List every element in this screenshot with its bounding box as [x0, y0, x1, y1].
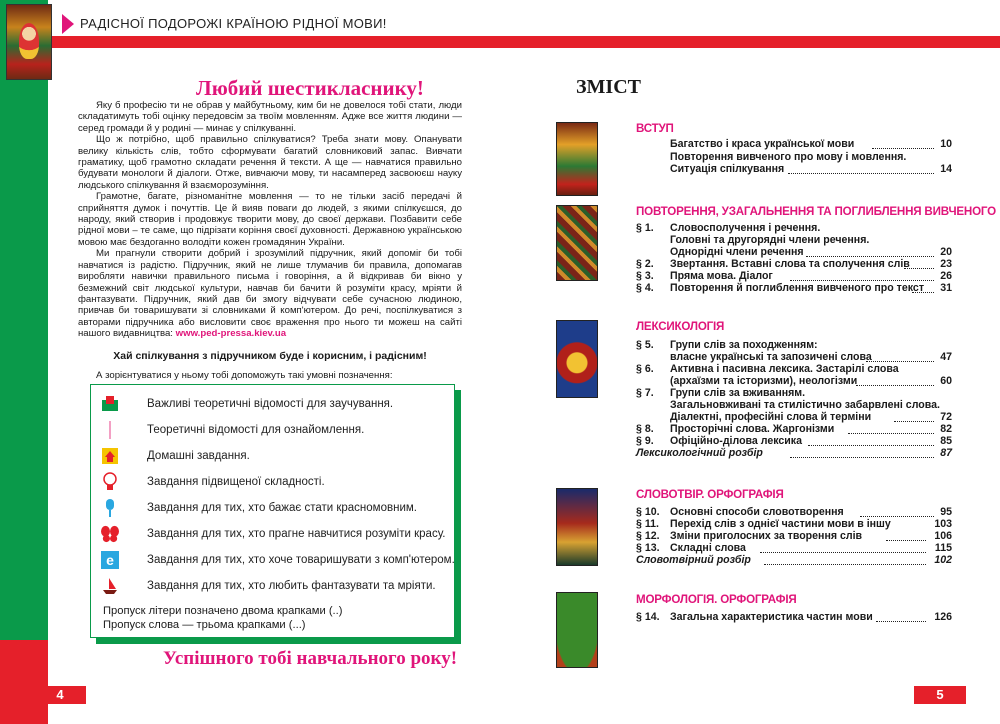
toc-entry-title: (архаїзми та історизми), неологізми: [670, 375, 858, 387]
toc-entry-number: § 14.: [636, 611, 660, 623]
toc-entry-number: § 9.: [636, 435, 654, 447]
lightbulb-icon: [101, 472, 119, 492]
toc-section-heading: ВСТУП: [636, 122, 674, 135]
legend-text: Завдання для тих, хто бажає стати красномовним.: [147, 502, 417, 514]
toc-page-number: 87: [940, 447, 952, 459]
section-painting: [556, 488, 598, 566]
toc-section-heading: ПОВТОРЕННЯ, УЗАГАЛЬНЕННЯ ТА ПОГЛИБЛЕННЯ ВИВЧЕНОГО: [636, 205, 996, 218]
toc-section-heading: ЛЕКСИКОЛОГІЯ: [636, 320, 725, 333]
toc-page-number: 106: [934, 530, 952, 542]
toc-entry-number: § 11.: [636, 518, 659, 530]
toc-leader: [894, 421, 934, 422]
section-painting: [556, 592, 598, 668]
toc-entry-number: § 2.: [636, 258, 654, 270]
section-painting: [556, 320, 598, 398]
left-red-band: [0, 640, 48, 724]
svg-text:e: e: [106, 552, 114, 568]
toc-leader: [848, 433, 934, 434]
toc-entry-title: Повторення вивченого про мову і мовлення.: [670, 151, 907, 163]
page-number-left: 4: [34, 686, 86, 704]
toc-entry-title: Групи слів за вживанням.: [670, 387, 806, 399]
toc-entry-title: Перехід слів з однієї частини мови в іншу: [670, 518, 891, 530]
intro-paragraph: Що ж потрібно, щоб правильно спілкуватися? Треба знати мову. Опанувати велику кількість слів, тобто сформувати багатий словниковий запас. Вивчати граматику, щоб грамотно складати речення й тексти. А ще — навчатися правильно будувати монологи й діалоги. Отже, вивчаючи мову, ти насамперед засвоюєш науку людського спілкування й взаєморозуміння.: [78, 134, 462, 191]
legend-row: [91, 523, 454, 545]
toc-page-number: 60: [940, 375, 952, 387]
header-triangle-icon: [62, 14, 74, 34]
computer-icon: [101, 550, 119, 570]
intro-paragraph: [78, 248, 462, 339]
toc-leader: [760, 552, 926, 553]
toc-page-number: 126: [934, 611, 952, 623]
toc-entry-title: Загальновживані та стилістично забарвлені слова.: [670, 399, 940, 411]
toc-leader: [876, 621, 926, 622]
legend-text: Домашні завдання.: [147, 450, 250, 462]
legend-text: Теоретичні відомості для ознайомлення.: [147, 424, 365, 436]
toc-entry-title: Загальна характеристика частин мови: [670, 611, 873, 623]
intro-paragraph: Грамотне, багате, різноманітне мовлення — то не тільки засіб передачі й сприйняття думок і почуттів. Це й вияв поваги до людей, з якими спілкуєшся, до народу, який створив і продовжує творити мову, до своєї держави. Позбавити себе рідної мови – те саме, що підрізати коріння своєї духовності. Державною українською мовою має бездоганно володіти кожен громадянин України.: [78, 191, 462, 248]
toc-leader: [806, 256, 934, 257]
left-green-band: [0, 0, 48, 724]
toc-page-number: 103: [934, 518, 952, 530]
toc-entry-title: Звертання. Вставні слова та сполучення слів: [670, 258, 910, 270]
legend-row: [91, 393, 454, 415]
toc-entry-title: Складні слова: [670, 542, 746, 554]
legend-text: Завдання для тих, хто хоче товаришувати з комп'ютером.: [147, 554, 455, 566]
toc-entry-title: Головні та другорядні члени речення.: [670, 234, 870, 246]
toc-leader: [764, 564, 926, 565]
microphone-icon: [101, 498, 119, 518]
toc-entry-number: § 8.: [636, 423, 654, 435]
intro-text: [78, 100, 462, 340]
toc-leader: [860, 516, 934, 517]
toc-leader: [904, 268, 934, 269]
toc-entry-number: § 6.: [636, 363, 654, 375]
toc-leader: [912, 292, 934, 293]
toc-entry-title: Багатство і краса української мови: [670, 138, 855, 150]
toc-entry-number: § 1.: [636, 222, 654, 234]
legend-row: [91, 419, 454, 441]
toc-leader: [886, 540, 926, 541]
toc-page-number: 95: [940, 506, 952, 518]
toc-section-heading: МОРФОЛОГІЯ. ОРФОГРАФІЯ: [636, 593, 797, 606]
toc-leader: [788, 173, 934, 174]
intro-paragraph-text: Ми прагнули створити добрий і зрозумілий підручник, який допоміг би тобі навчатися із радістю. Підручник, який не лише тлумачив би правила, допомагав виробляти навички правильного письма і говоріння, а й відкривав би вікно у безмежний світ людської культури, навчав би бачити й розуміти красу, мріяти й фантазувати. Підручник, який дав би змогу відчувати себе сучасною людиною, привчав би товаришувати зі словниками й комп'ютером. До речі, поспілкуватися з авторами підручника або висловити своє враження про нього ти можеш на сайті нашого видавництва:: [78, 248, 462, 340]
toc-title: ЗМІСТ: [576, 76, 641, 98]
toc-entry-number: § 13.: [636, 542, 660, 554]
section-painting: [556, 122, 598, 196]
toc-page-number: 20: [940, 246, 952, 258]
toc-entry-title: Повторення й поглиблення вивченого про текст: [670, 282, 925, 294]
publisher-site-link[interactable]: www.ped-pressa.kiev.ua: [175, 328, 287, 340]
toc-page-number: 47: [940, 351, 952, 363]
toc-entry-title: Основні способи словотворення: [670, 506, 844, 518]
toc-leader: [866, 361, 934, 362]
toc-page-number: 85: [940, 435, 952, 447]
legend-text: Завдання підвищеної складності.: [147, 476, 325, 488]
toc-entry-title: Однорідні члени речення: [670, 246, 804, 258]
legend-intro: А зорієнтуватися у ньому тобі допоможуть такі умовні позначення:: [96, 370, 393, 381]
toc-page-number: 72: [940, 411, 952, 423]
toc-entry-title: Пряма мова. Діалог: [670, 270, 773, 282]
legend-text: Завдання для тих, хто любить фантазувати та мріяти.: [147, 580, 436, 592]
toc-entry-number: § 7.: [636, 387, 654, 399]
toc-entry-title: Офіційно-ділова лексика: [670, 435, 802, 447]
header-painting: [6, 4, 52, 80]
toc-entry-title: Ситуація спілкування: [670, 163, 785, 175]
toc-page-number: 102: [934, 554, 952, 566]
legend-row: [91, 471, 454, 493]
ship-icon: [101, 576, 119, 596]
motto: Хай спілкування з підручником буде і корисним, і радісним!: [113, 350, 427, 362]
toc-entry-title: Зміни приголосних за творення слів: [670, 530, 863, 542]
toc-page-number: 26: [940, 270, 952, 282]
intro-paragraph: Яку б професію ти не обрав у майбутньому, ким би не довелося тобі стати, люди складатимуть тобі оцінку передовсім за твоїм мовленням. Адже все життя людини — серед громади й у родині — минає у спілкуванні.: [78, 100, 462, 134]
legend-row: [91, 497, 454, 519]
legend-note: Пропуск літери позначено двома крапками (..): [103, 605, 343, 617]
toc-leader: [856, 385, 934, 386]
toc-entry-title: Активна і пасивна лексика. Застарілі слова: [670, 363, 899, 375]
section-painting: [556, 205, 598, 281]
toc-leader: [872, 148, 934, 149]
legend-row: [91, 549, 454, 571]
toc-entry-title: Групи слів за походженням:: [670, 339, 818, 351]
toc-entry-title: власне українські та запозичені слова: [670, 351, 872, 363]
toc-entry-title: Лексикологічний розбір: [636, 447, 763, 459]
toc-page-number: 23: [940, 258, 952, 270]
toc-leader: [790, 457, 934, 458]
legend-text: Завдання для тих, хто прагне навчитися розуміти красу.: [147, 528, 446, 540]
page-number-right: 5: [914, 686, 966, 704]
toc-page-number: 31: [940, 282, 952, 294]
legend-box: [90, 384, 455, 638]
toc-entry-number: § 10.: [636, 506, 660, 518]
header-title: РАДІСНОЇ ПОДОРОЖІ КРАЇНОЮ РІДНОЇ МОВИ!: [80, 16, 387, 31]
toc-page-number: 82: [940, 423, 952, 435]
header-red-band: [48, 36, 1000, 48]
bookmark-icon: [101, 420, 119, 440]
butterfly-icon: [101, 524, 119, 544]
toc-entry-number: § 12.: [636, 530, 660, 542]
legend-note: Пропуск слова — трьома крапками (...): [103, 619, 306, 631]
toc-entry-number: § 3.: [636, 270, 654, 282]
toc-entry-title: Словотвірний розбір: [636, 554, 751, 566]
toc-page-number: 10: [940, 138, 952, 150]
wish-text: Успішного тобі навчального року!: [162, 648, 458, 669]
legend-text: Важливі теоретичні відомості для заучування.: [147, 398, 394, 410]
toc-leader: [790, 280, 934, 281]
toc-entry-number: § 5.: [636, 339, 654, 351]
toc-page-number: 115: [934, 542, 952, 554]
toc-entry-title: Діалектні, професійні слова й терміни: [670, 411, 872, 423]
toc-page-number: 14: [940, 163, 952, 175]
toc-entry-number: § 4.: [636, 282, 654, 294]
legend-row: [91, 445, 454, 467]
house-icon: [101, 446, 119, 466]
legend-row: [91, 575, 454, 597]
greeting-heading: Любий шестикласнику!: [196, 76, 424, 100]
toc-section-heading: СЛОВОТВІР. ОРФОГРАФІЯ: [636, 488, 784, 501]
toc-entry-title: Словосполучення і речення.: [670, 222, 821, 234]
toc-leader: [808, 445, 934, 446]
book-icon: [101, 394, 119, 414]
toc-entry-title: Просторічні слова. Жаргонізми: [670, 423, 835, 435]
